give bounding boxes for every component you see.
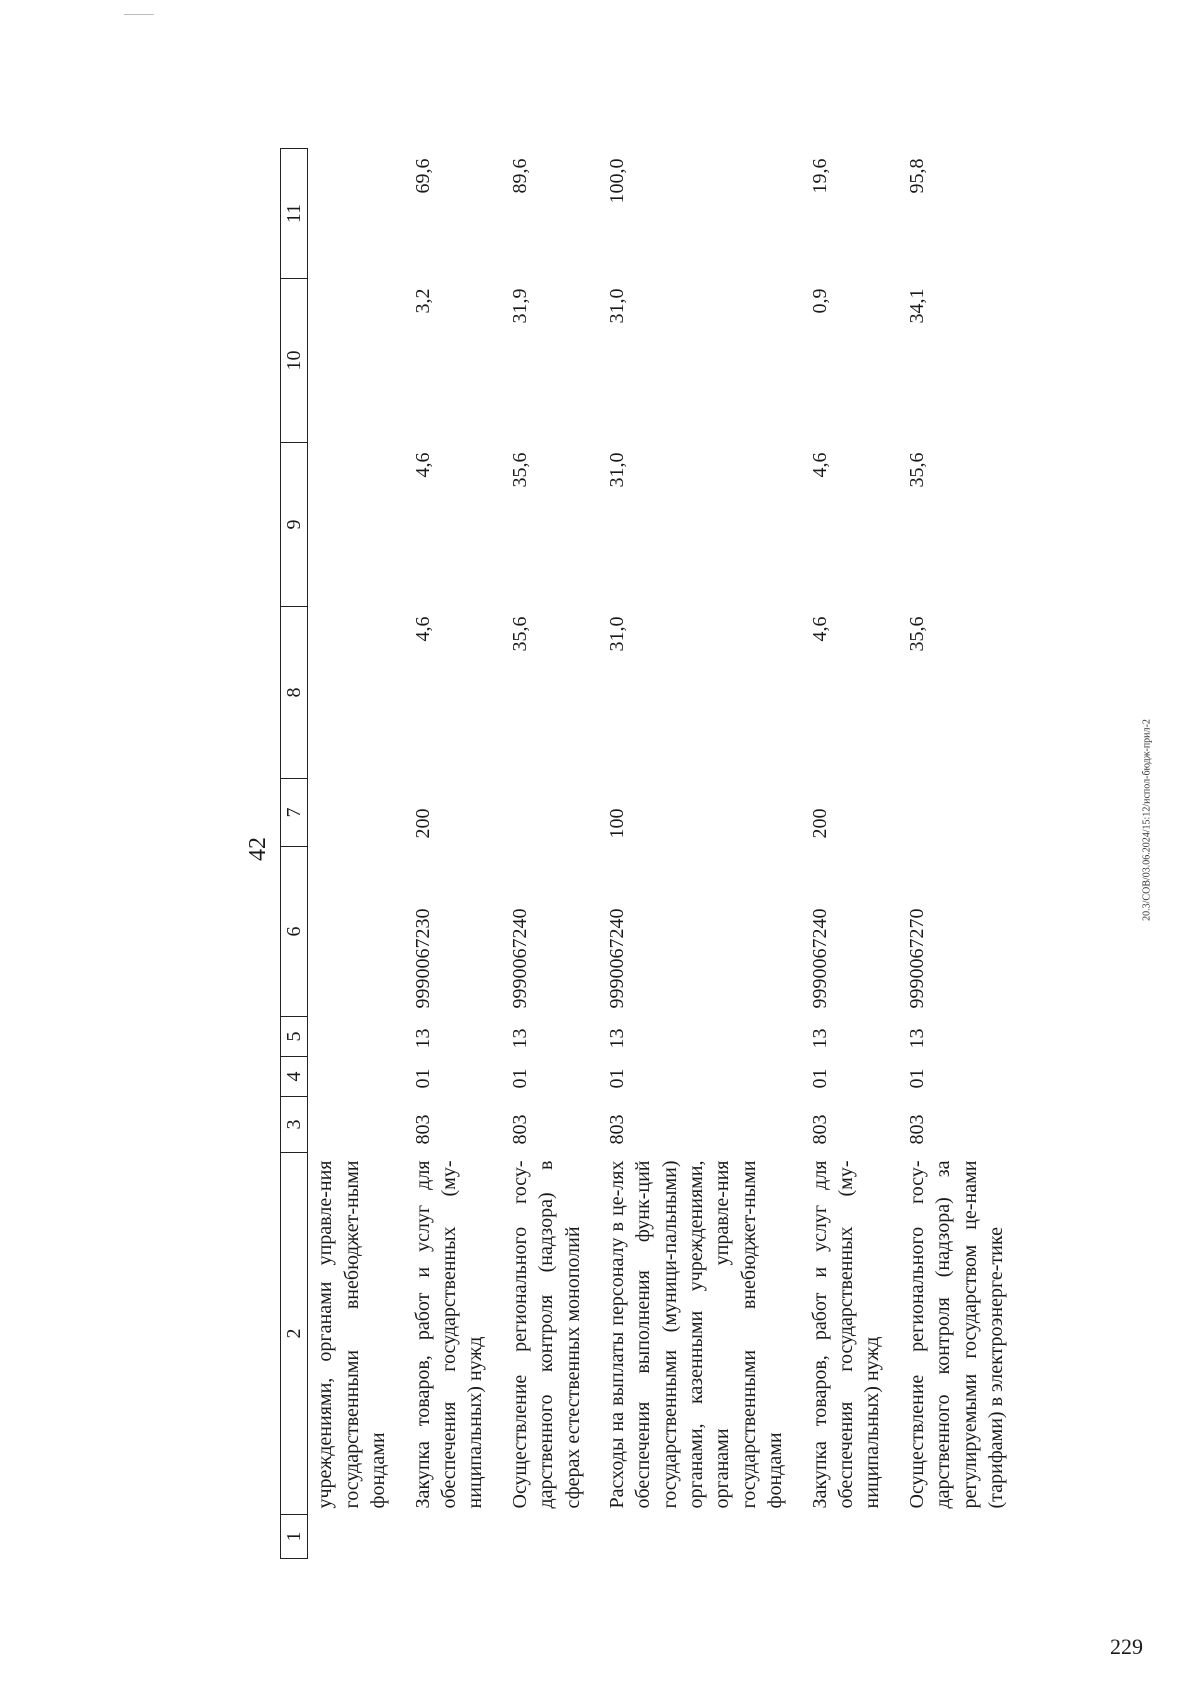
document-stamp [1136,380,1158,1260]
cell-c9: 35,6 [905,452,928,488]
cell-c3: 803 [808,1114,831,1145]
cell-c6: 9990067270 [905,908,928,1009]
stamp-text: 20.3/СОВ/03.06.2024/15:12/испол-бюдж-прил-2 [1141,719,1153,921]
cell-description: Закупка товаров, работ и услуг для обеспечения государственных (му-ниципальных) нужд [808,1160,884,1509]
cell-c10: 3,2 [411,288,434,314]
cell-c9: 31,0 [605,452,628,488]
column-header: 8 [281,607,308,779]
cell-c4 [308,1057,404,1097]
cell-description: Расходы на выплаты персоналу в це-лях обеспечения выполнения функ-ций государственными (муници-пальными) органами, казенными учреждениями, органами управле-ния государственными внебюджет-ными фондами [605,1160,787,1509]
column-header: 10 [281,279,308,443]
cell-c7 [501,779,598,847]
cell-c4: 01 [808,1068,831,1089]
cell-c6: 9990067230 [411,908,434,1009]
page-number-bottom: 229 [1110,1634,1143,1659]
cell-c3: 803 [905,1114,928,1145]
table-row [598,149,801,1559]
cell-c8 [308,607,404,779]
cell-c11: 95,8 [905,158,928,194]
table-row [501,149,598,1559]
table-row [801,149,898,1559]
column-header: 6 [281,847,308,1017]
cell-c8: 4,6 [411,616,434,642]
cell-c9 [308,443,404,607]
cell-c1 [898,1515,1022,1559]
cell-c11 [308,149,404,279]
cell-c10: 31,0 [605,288,628,324]
cell-c1 [308,1515,404,1559]
page-number-top: 42 [245,837,271,861]
column-header: 9 [281,443,308,607]
column-header: 4 [281,1057,308,1097]
cell-c3: 803 [411,1114,434,1145]
column-header: 7 [281,779,308,847]
cell-c5: 13 [905,1028,928,1049]
cell-c8: 4,6 [808,616,831,642]
cell-c6: 9990067240 [808,908,831,1009]
cell-c7: 100 [605,808,628,839]
cell-c10: 0,9 [808,288,831,314]
cell-c7 [898,779,1022,847]
budget-table [280,148,1021,1559]
table-header-row [281,149,308,1559]
cell-c11: 89,6 [508,158,531,194]
cell-c8: 35,6 [508,616,531,652]
cell-c4: 01 [411,1068,434,1089]
column-header: 3 [281,1097,308,1153]
cell-c4: 01 [905,1068,928,1089]
column-header: 11 [281,149,308,279]
table-row [898,149,1022,1559]
column-header: 5 [281,1017,308,1057]
cell-c8: 35,6 [905,616,928,652]
cell-c11: 69,6 [411,158,434,194]
cell-c1 [598,1515,801,1559]
column-header: 1 [281,1515,308,1559]
cell-c5 [308,1017,404,1057]
cell-c11: 100,0 [605,158,628,204]
cell-c3: 803 [508,1114,531,1145]
cell-c7: 200 [808,808,831,839]
cell-c5: 13 [508,1028,531,1049]
cell-c4: 01 [508,1068,531,1089]
cell-description: учреждениями, органами управле-ния государственными внебюджет-ными фондами [314,1160,390,1509]
cell-c5: 13 [808,1028,831,1049]
cell-c1 [801,1515,898,1559]
table-row [308,149,404,1559]
cell-c3 [308,1097,404,1153]
cell-c7: 200 [411,808,434,839]
cell-c3: 803 [605,1114,628,1145]
scan-edge-mark [124,14,154,15]
cell-c6 [308,847,404,1017]
cell-description: Осуществление регионального госу-дарственного контроля (надзора) в сферах естественных монополий [508,1160,584,1509]
column-header: 2 [281,1153,308,1515]
cell-c9: 4,6 [411,452,434,478]
cell-description: Закупка товаров, работ и услуг для обеспечения государственных (му-ниципальных) нужд [411,1160,487,1509]
cell-c11: 19,6 [808,158,831,194]
cell-c1 [501,1515,598,1559]
cell-c9: 35,6 [508,452,531,488]
cell-c10 [308,279,404,443]
cell-c4: 01 [605,1068,628,1089]
cell-c6: 9990067240 [508,908,531,1009]
cell-c8: 31,0 [605,616,628,652]
cell-c10: 34,1 [905,288,928,324]
cell-c9: 4,6 [808,452,831,478]
cell-c7 [308,779,404,847]
table-row [404,149,501,1559]
cell-description: Осуществление регионального госу-дарственного контроля (надзора) за регулируемыми государством це-нами (тарифами) в электроэнерге-тике [905,1160,1007,1509]
cell-c1 [404,1515,501,1559]
rotated-landscape-sheet [143,89,1123,1609]
cell-c6: 9990067240 [605,908,628,1009]
cell-c10: 31,9 [508,288,531,324]
cell-c5: 13 [605,1028,628,1049]
cell-c5: 13 [411,1028,434,1049]
